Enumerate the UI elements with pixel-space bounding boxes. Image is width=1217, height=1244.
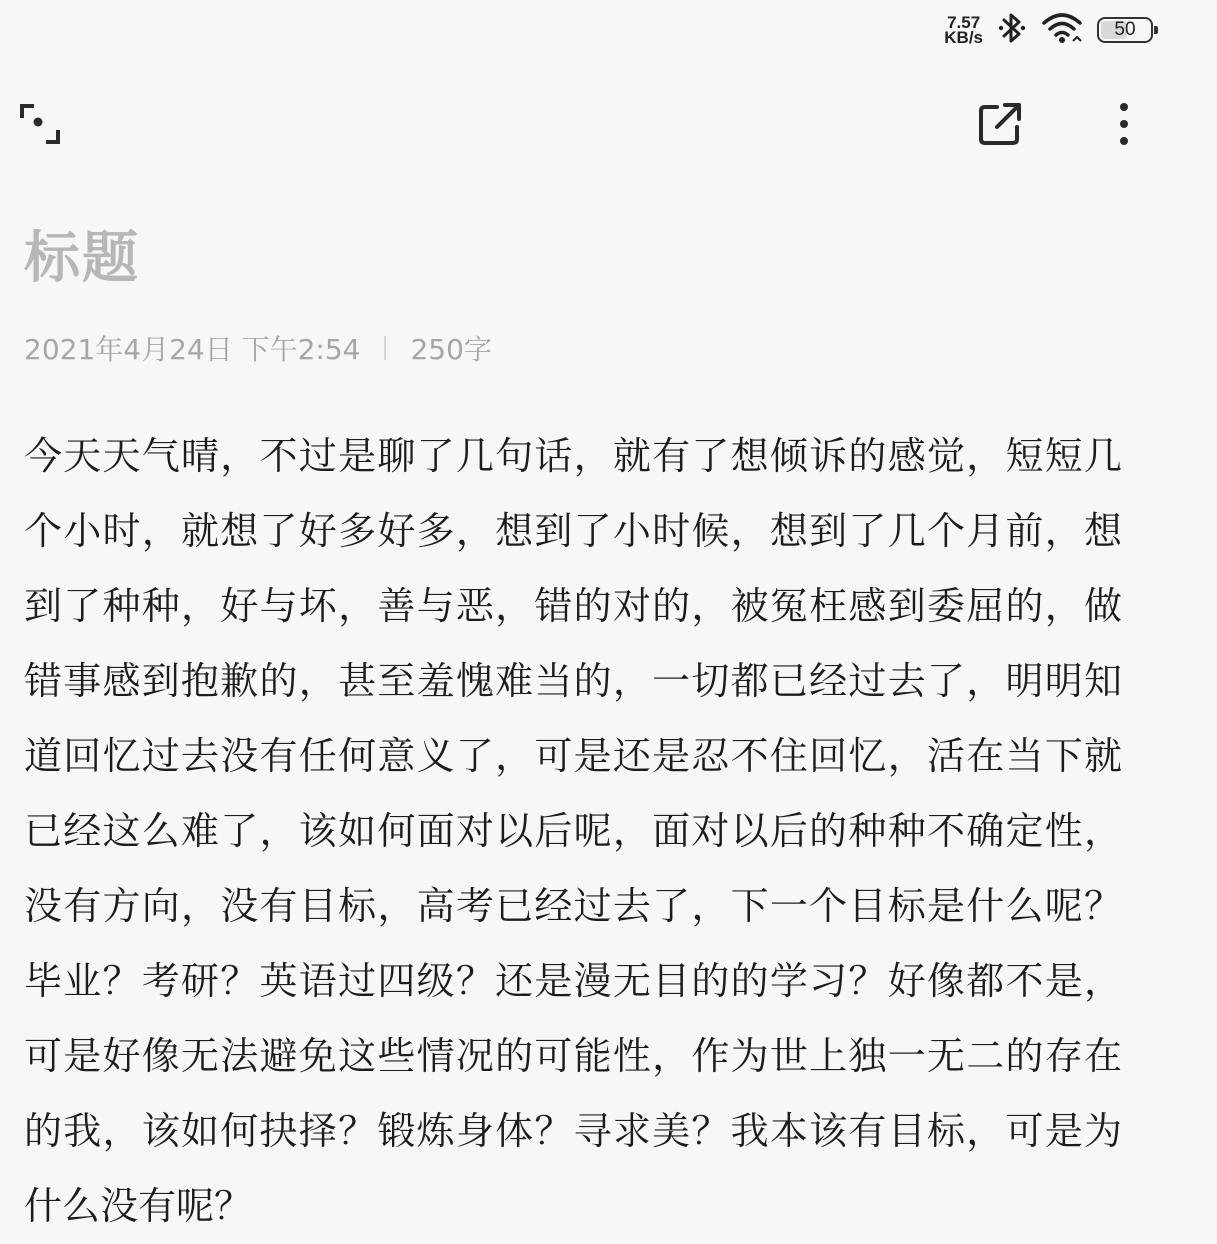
more-options-button[interactable]	[1102, 98, 1146, 154]
meta-divider	[384, 336, 386, 360]
word-count: 250字	[410, 333, 492, 366]
fullscreen-icon	[16, 100, 64, 152]
note-content[interactable]: 今天天气晴，不过是聊了几句话，就有了想倾诉的感觉，短短几个小时，就想了好多好多，想到了小时候，想到了几个月前，想到了种种，好与坏，善与恶，错的对的，被冤枉感到委屈的，做错事感到抱歉的，甚至羞愧难当的，一切都已经过去了，明明知道回忆过去没有任何意义了，可是还是忍不住回忆，活在当下就已经这么难了，该如何面对以后呢，面对以后的种种不确定性，没有方向，没有目标，高考已经过去了，下一个目标是什么呢？毕业？考研？英语过四级？还是漫无目的的学习？好像都不是，可是好像无法避免这些情况的可能性，作为世上独一无二的存在的我，该如何抉择？锻炼身体？寻求美？我本该有目标，可是为什么没有呢？	[24, 434, 1122, 1228]
more-vertical-icon	[1118, 102, 1130, 150]
share-button[interactable]	[970, 96, 1030, 156]
fullscreen-button[interactable]	[12, 98, 68, 154]
note-title-field[interactable]: 标题	[24, 226, 140, 291]
share-icon	[975, 99, 1025, 153]
wifi-icon	[1041, 11, 1083, 49]
note-meta	[24, 328, 492, 368]
battery-indicator	[1097, 17, 1153, 43]
status-bar	[944, 8, 1153, 52]
network-speed	[944, 15, 983, 45]
bluetooth-icon	[997, 10, 1027, 50]
network-speed-unit: KB/s	[944, 28, 983, 47]
network-speed-value: 7.57	[947, 13, 981, 32]
battery-level: 50	[1114, 19, 1136, 40]
note-date: 2021年4月24日 下午2:54	[24, 333, 361, 366]
